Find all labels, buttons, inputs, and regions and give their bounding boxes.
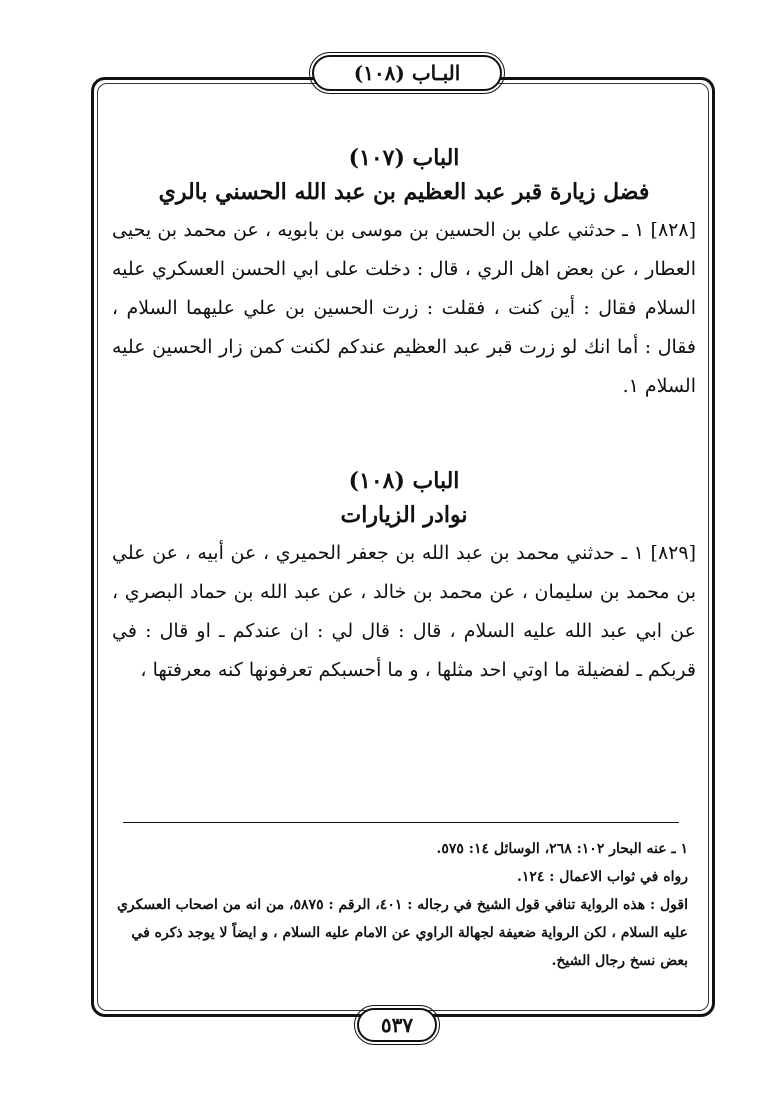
chapter-107-text: [٨٢٨] ١ ـ حدثني علي بن الحسين بن موسى بن بابويه ، عن محمد بن يحيى العطار ، عن بعض اهل الري ، قال : دخلت على ابي الحسن العسكري عليه السلام فقال : أين كنت ، فقلت : زرت الحسين بن علي عليهما السلام ، فقال : أما انك لو زرت قبر عبد العظيم عندكم لكنت كمن زار الحسين عليه السلام ١. xyxy=(112,219,696,397)
chapter-107-title: الباب (١٠٧) xyxy=(348,145,460,171)
chapter-108-subtitle: نوادر الزيارات xyxy=(340,502,468,528)
footnotes xyxy=(112,835,688,975)
running-header-title: البـاب (١٠٨) xyxy=(353,61,461,85)
footnote-divider xyxy=(123,822,679,823)
chapter-108-title: الباب (١٠٨) xyxy=(348,468,460,494)
footnote-line: اقول : هذه الرواية تنافي قول الشيخ في رجاله : ٤٠١، الرقم : ٥٨٧٥، من انه من اصحاب العسكري عليه السلام ، لكن الرواية ضعيفة لجهالة الراوي عن الامام عليه السلام ، و ايضاً لا يوجد ذكره في بعض نسخ رجال الشيخ. xyxy=(116,897,688,969)
footnote-line: رواه في ثواب الاعمال : ١٢٤. xyxy=(516,869,688,885)
chapter-108-text: [٨٢٩] ١ ـ حدثني محمد بن عبد الله بن جعفر الحميري ، عن أبيه ، عن علي بن محمد بن سليمان ، عن محمد بن خالد ، عن عبد الله بن حماد البصري ، عن ابي عبد الله عليه السلام ، قال : قال لي : ان عندكم ـ او قال : في قربكم ـ لفضيلة ما اوتي احد مثلها ، و ما أحسبكم تعرفونها كنه معرفتها ، xyxy=(112,542,697,681)
chapter-108 xyxy=(112,468,696,690)
running-header xyxy=(312,55,502,91)
chapter-107 xyxy=(112,145,696,406)
chapter-107-subtitle: فضل زيارة قبر عبد العظيم بن عبد الله الحسني بالري xyxy=(158,179,650,205)
section-gap xyxy=(112,406,696,468)
page-number-badge xyxy=(357,1008,437,1042)
main-content xyxy=(112,145,696,690)
page-number: ٥٣٧ xyxy=(380,1013,414,1037)
footnote-line: ١ ـ عنه البحار ١٠٢: ٢٦٨، الوسائل ١٤: ٥٧٥. xyxy=(436,841,688,857)
